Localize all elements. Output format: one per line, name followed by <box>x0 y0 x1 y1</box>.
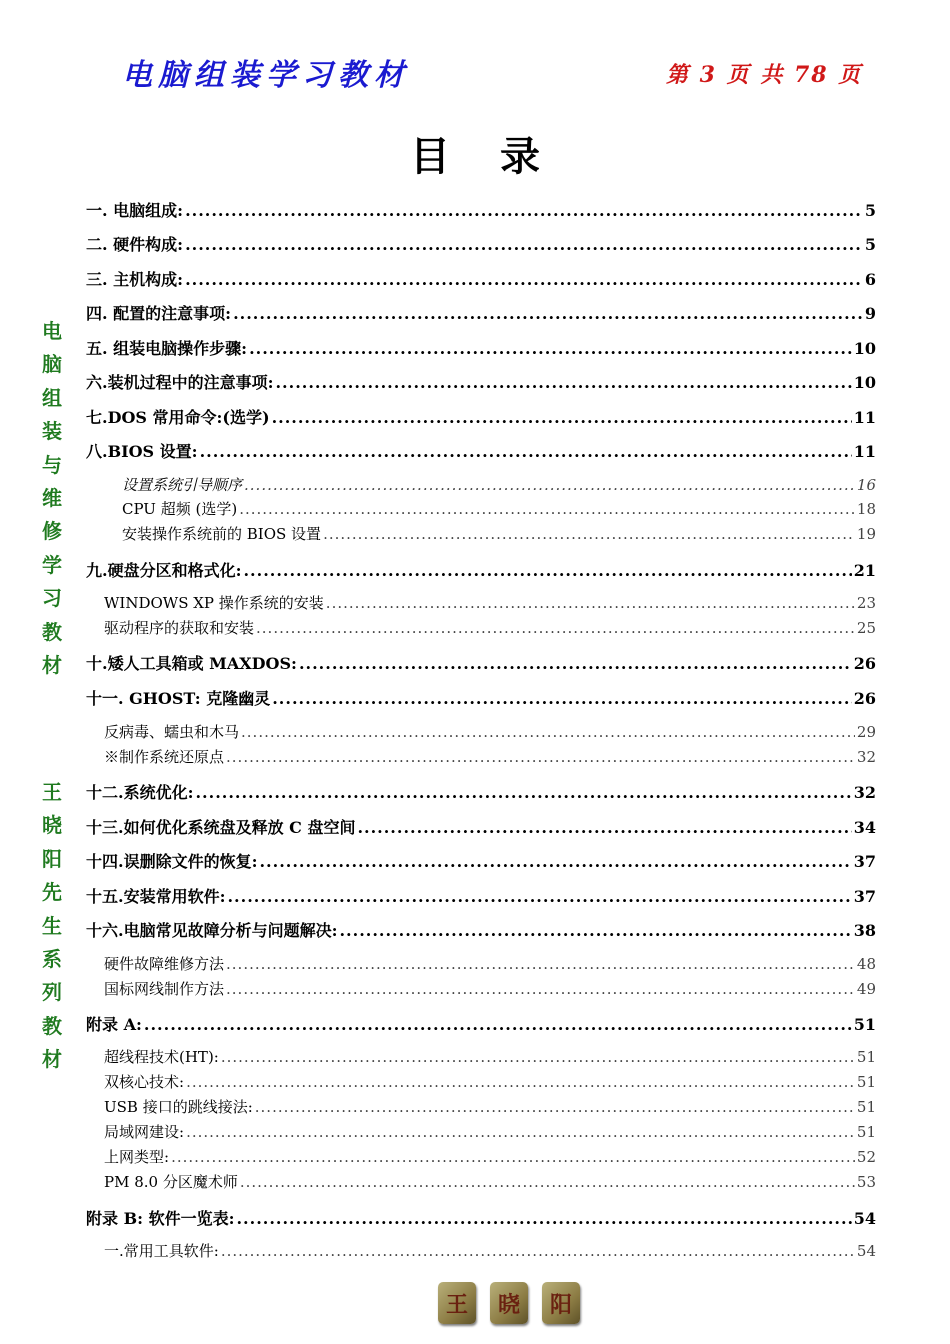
side-char: 材 <box>42 653 62 678</box>
toc-leader <box>195 783 851 802</box>
toc-entry-page: 51 <box>856 1123 876 1141</box>
toc-entry-text: 附录 A: <box>86 1015 142 1034</box>
toc-entry-page: 32 <box>853 783 876 802</box>
toc-entry-page: 11 <box>853 442 876 461</box>
toc-entry-text: 反病毒、蠕虫和木马 <box>104 723 240 741</box>
toc-subentry[interactable] <box>104 1096 876 1117</box>
toc-leader <box>200 442 852 461</box>
side-char: 阳 <box>42 846 62 871</box>
toc-entry-text: ※制作系统还原点 <box>104 748 225 766</box>
toc-subentry[interactable] <box>122 523 876 544</box>
toc-entry-page: 37 <box>853 887 876 906</box>
toc-subentry[interactable] <box>104 1046 876 1067</box>
toc-leader <box>323 525 855 543</box>
toc-entry-text: 五. 组装电脑操作步骤: <box>86 339 248 358</box>
side-char: 王 <box>42 780 62 804</box>
toc-entry-text: 一.常用工具软件: <box>104 1242 219 1260</box>
toc-entry-page: 51 <box>853 1015 876 1034</box>
toc-entry-text: 硬件故障维修方法 <box>104 955 225 973</box>
toc-entry-text: 三. 主机构成: <box>86 270 184 289</box>
toc-entry-page: 51 <box>856 1048 876 1066</box>
toc-leader <box>239 500 855 518</box>
toc-entry-page: 53 <box>856 1173 876 1191</box>
toc-entry-text: 九.硬盘分区和格式化: <box>86 561 242 580</box>
toc-entry-text: 附录 B: 软件一览表: <box>86 1209 235 1228</box>
toc-leader <box>244 476 855 494</box>
toc-entry[interactable] <box>86 1206 876 1229</box>
toc-entry-text: 六.装机过程中的注意事项: <box>86 373 274 392</box>
side-char: 维 <box>42 486 62 511</box>
side-char: 学 <box>42 552 62 577</box>
toc-entry-text: 安装操作系统前的 BIOS 设置 <box>122 525 322 543</box>
toc-entry[interactable] <box>86 918 876 941</box>
toc-leader <box>256 619 855 637</box>
toc-entry[interactable] <box>86 232 876 255</box>
toc-subentry[interactable] <box>104 953 876 974</box>
toc-entry[interactable] <box>86 558 876 581</box>
toc-entry-text: 超线程技术(HT): <box>104 1048 219 1066</box>
toc-entry-page: 54 <box>856 1242 876 1260</box>
toc-entry-page: 5 <box>864 201 876 220</box>
toc-entry-text: 上网类型: <box>104 1148 170 1166</box>
toc-leader <box>275 373 851 392</box>
toc-entry-page: 21 <box>853 561 876 580</box>
side-char: 修 <box>42 519 62 544</box>
toc-entry-page: 51 <box>856 1098 876 1116</box>
toc-leader <box>272 689 852 708</box>
toc-leader <box>185 201 863 220</box>
side-char: 与 <box>42 452 62 477</box>
toc-entry-page: 54 <box>853 1209 876 1228</box>
toc-subentry[interactable] <box>104 1121 876 1142</box>
side-label-lower <box>40 776 64 1077</box>
document-title: 电脑组装学习教材 <box>122 58 410 93</box>
toc-entry-page: 16 <box>856 476 876 494</box>
side-label-upper <box>40 315 64 682</box>
toc-subentry[interactable] <box>104 1171 876 1192</box>
toc-subentry[interactable] <box>122 474 876 495</box>
toc-entry-page: 11 <box>853 408 876 427</box>
side-char: 系 <box>42 947 62 972</box>
toc-entry[interactable] <box>86 267 876 290</box>
toc-entry-text: 局域网建设: <box>104 1123 185 1141</box>
side-char: 电 <box>42 319 62 343</box>
toc-subentry[interactable] <box>104 1146 876 1167</box>
toc-entry[interactable] <box>86 815 876 838</box>
side-char: 脑 <box>42 352 62 377</box>
side-char: 生 <box>42 913 62 938</box>
toc-entry-page: 29 <box>856 723 876 741</box>
toc-leader <box>240 1173 855 1191</box>
side-char: 教 <box>42 619 62 644</box>
toc-entry[interactable] <box>86 651 876 674</box>
toc-subentry[interactable] <box>104 617 876 638</box>
toc-entry-page: 49 <box>856 980 876 998</box>
side-char: 先 <box>42 880 62 905</box>
toc-entry-page: 9 <box>864 304 876 323</box>
toc-entry-page: 5 <box>864 235 876 254</box>
toc-subentry[interactable] <box>104 721 876 742</box>
toc-entry[interactable] <box>86 780 876 803</box>
toc-entry[interactable] <box>86 1012 876 1035</box>
toc-leader <box>259 852 851 871</box>
toc-leader <box>186 1073 855 1091</box>
side-char: 教 <box>42 1013 62 1038</box>
toc-entry-text: 十二.系统优化: <box>86 783 194 802</box>
toc-entry[interactable] <box>86 198 876 221</box>
toc-subentry[interactable] <box>104 592 876 613</box>
toc-entry[interactable] <box>86 336 876 359</box>
toc-subentry[interactable] <box>104 978 876 999</box>
toc-entry-text: PM 8.0 分区魔术师 <box>104 1173 238 1191</box>
toc-leader <box>243 561 851 580</box>
side-char: 晓 <box>42 813 62 838</box>
toc-leader <box>185 270 863 289</box>
toc-entry-text: USB 接口的跳线接法: <box>104 1098 253 1116</box>
toc-leader <box>326 594 855 612</box>
toc-entry[interactable] <box>86 405 876 428</box>
toc-leader <box>226 955 855 973</box>
toc-entry-page: 38 <box>853 921 876 940</box>
toc-entry-text: 七.DOS 常用命令:(选学) <box>86 408 270 427</box>
toc-entry-page: 34 <box>853 818 876 837</box>
toc-entry-page: 10 <box>853 373 876 392</box>
toc-entry-page: 48 <box>856 955 876 973</box>
toc-entry-text: 十三.如何优化系统盘及释放 C 盘空间 <box>86 818 356 837</box>
toc-entry-text: 十.矮人工具箱或 MAXDOS: <box>86 654 297 673</box>
toc-leader <box>236 1209 851 1228</box>
toc-entry-page: 52 <box>856 1148 876 1166</box>
toc-entry[interactable] <box>86 439 876 462</box>
toc-subentry[interactable] <box>104 1071 876 1092</box>
toc-entry-text: 十五.安装常用软件: <box>86 887 226 906</box>
toc-entry-text: 四. 配置的注意事项: <box>86 304 232 323</box>
toc-leader <box>227 887 851 906</box>
toc-leader <box>226 980 855 998</box>
side-char: 列 <box>42 980 62 1005</box>
toc-leader <box>249 339 852 358</box>
toc-entry-page: 18 <box>856 500 876 518</box>
toc-entry[interactable] <box>86 686 876 709</box>
toc-entry[interactable] <box>86 884 876 907</box>
toc-leader <box>357 818 851 837</box>
toc-entry-page: 32 <box>856 748 876 766</box>
toc-leader <box>272 408 852 427</box>
toc-leader <box>339 921 851 940</box>
toc-entry-page: 26 <box>853 689 876 708</box>
toc-entry-text: 设置系统引导顺序 <box>122 476 243 494</box>
side-char: 习 <box>42 586 62 611</box>
toc-entry-text: 一. 电脑组成: <box>86 201 184 220</box>
toc-entry[interactable] <box>86 849 876 872</box>
seal-stamp: 王 <box>438 1282 476 1324</box>
toc-leader <box>221 1242 855 1260</box>
toc-entry-page: 25 <box>856 619 876 637</box>
page-indicator: 第 3 页 共 78 页 <box>666 62 863 88</box>
seal-stamp: 晓 <box>490 1282 528 1324</box>
toc-entry-text: 国标网线制作方法 <box>104 980 225 998</box>
seal-stamps <box>438 1282 580 1324</box>
toc-leader <box>233 304 863 323</box>
toc-leader <box>185 235 863 254</box>
toc-entry-text: 十一. GHOST: 克隆幽灵 <box>86 689 271 708</box>
toc-entry-text: 驱动程序的获取和安装 <box>104 619 255 637</box>
toc-entry-page: 26 <box>853 654 876 673</box>
toc-entry-page: 37 <box>853 852 876 871</box>
toc-subentry[interactable] <box>122 498 876 519</box>
toc-entry-text: 双核心技术: <box>104 1073 185 1091</box>
toc-entry-text: 八.BIOS 设置: <box>86 442 198 461</box>
side-char: 装 <box>42 419 62 444</box>
toc-entry-page: 10 <box>853 339 876 358</box>
toc-leader <box>221 1048 855 1066</box>
toc-entry-text: 二. 硬件构成: <box>86 235 184 254</box>
toc-entry-text: 十六.电脑常见故障分析与问题解决: <box>86 921 338 940</box>
toc-entry-text: CPU 超频 (选学) <box>122 500 238 518</box>
toc-leader <box>186 1123 855 1141</box>
toc-entry-text: 十四.误删除文件的恢复: <box>86 852 258 871</box>
side-char: 组 <box>42 385 62 410</box>
toc-entry-text: WINDOWS XP 操作系统的安装 <box>104 594 324 612</box>
toc-entry[interactable] <box>86 301 876 324</box>
toc-leader <box>144 1015 852 1034</box>
toc-subentry[interactable] <box>104 746 876 767</box>
toc-heading: 目录 <box>410 133 590 180</box>
toc-leader <box>241 723 855 741</box>
toc-leader <box>226 748 855 766</box>
toc-entry[interactable] <box>86 370 876 393</box>
toc-leader <box>171 1148 855 1166</box>
seal-stamp: 阳 <box>542 1282 580 1324</box>
toc-entry-page: 23 <box>856 594 876 612</box>
side-char: 材 <box>42 1047 62 1072</box>
toc-entry-page: 51 <box>856 1073 876 1091</box>
toc-leader <box>299 654 852 673</box>
toc-entry-page: 19 <box>856 525 876 543</box>
toc-subentry[interactable] <box>104 1240 876 1261</box>
toc-entry-page: 6 <box>864 270 876 289</box>
toc-leader <box>255 1098 855 1116</box>
